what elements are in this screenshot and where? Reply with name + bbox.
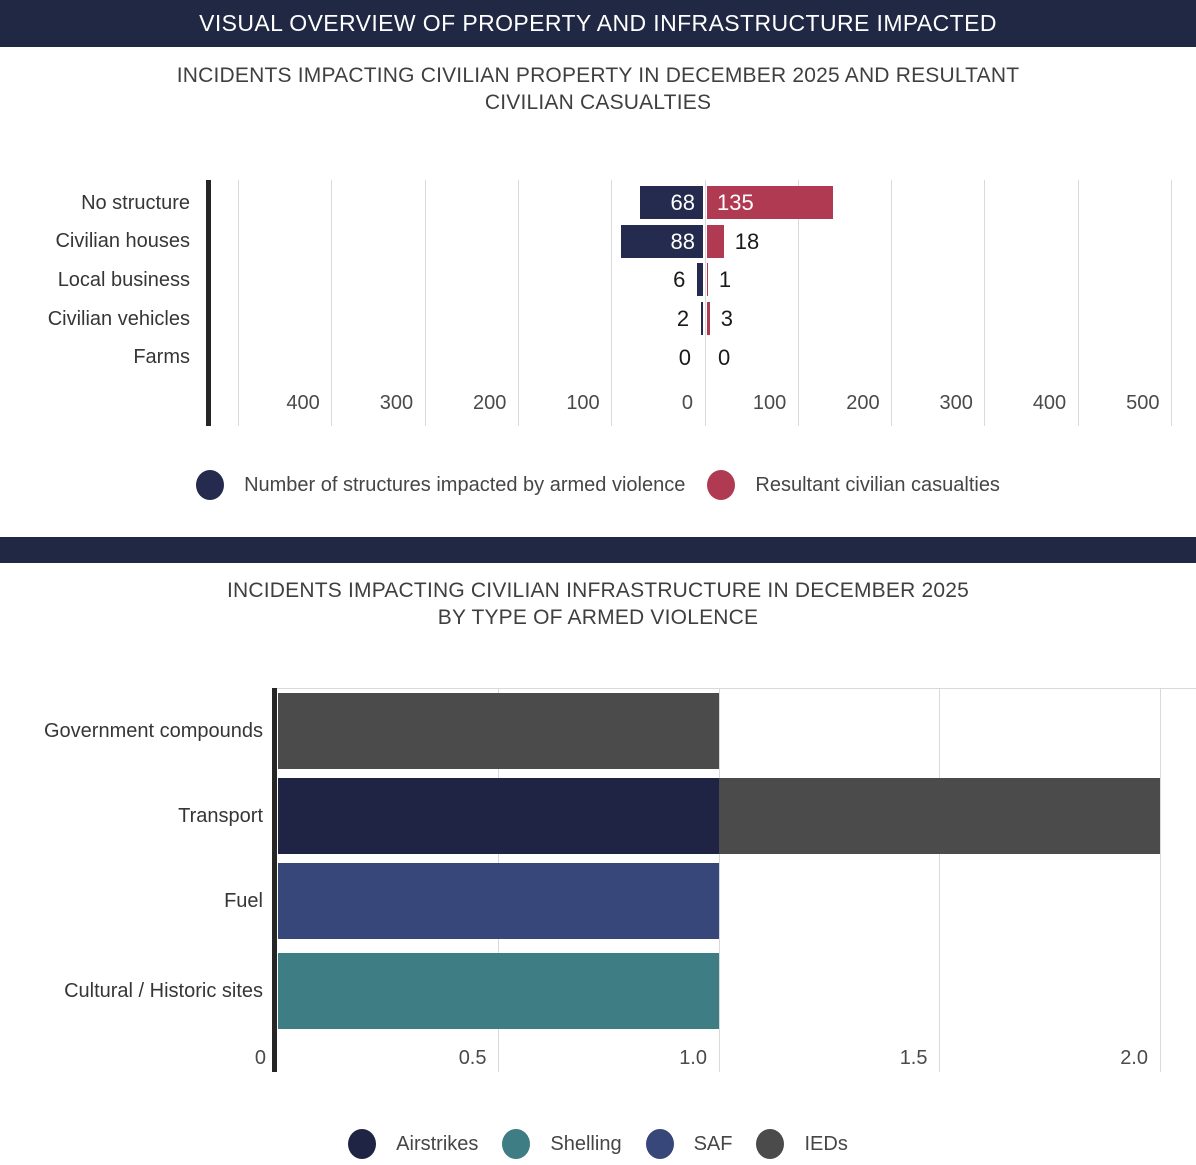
chart2-category-label-government-compounds: Government compounds xyxy=(43,720,263,742)
chart2-axis-line xyxy=(272,688,277,1072)
legend2-entry-saf xyxy=(646,1129,733,1159)
legend1-label-number-of-structures-impacted-by-armed-violence: Number of structures impacted by armed violence xyxy=(244,473,686,496)
chart2-tick-label: 0 xyxy=(254,1047,266,1069)
section-divider xyxy=(0,537,1196,563)
chart2-plot xyxy=(0,675,1196,1075)
chart1-category-label-farms: Farms xyxy=(133,346,190,369)
chart1-bar-number-of-structures-impacted-by-armed-violence xyxy=(697,263,703,296)
chart1-tick-label: 300 xyxy=(379,392,414,414)
chart1-tick-label: 300 xyxy=(939,392,973,414)
legend2-label-airstrikes: Airstrikes xyxy=(396,1132,479,1155)
legend2-swatch-shelling-icon xyxy=(502,1129,530,1159)
chart1-value-right: 135 xyxy=(717,190,754,215)
legend2-swatch-ieds-icon xyxy=(756,1129,784,1159)
chart1-tick-label: 100 xyxy=(752,392,787,414)
chart1-tick-label: 400 xyxy=(286,392,320,414)
chart2-title xyxy=(0,577,1196,631)
chart1-title-line1: INCIDENTS IMPACTING CIVILIAN PROPERTY IN DECEMBER 2025 AND RESULTANT xyxy=(176,64,1020,87)
chart2-category-label-cultural-historic-sites: Cultural / Historic sites xyxy=(64,980,263,1002)
chart1-tick-label: 0 xyxy=(681,392,693,414)
legend2-swatch-airstrikes-icon xyxy=(348,1129,376,1159)
chart2-tick-label: 1.0 xyxy=(679,1047,707,1069)
legend2-entry-ieds xyxy=(756,1129,847,1159)
chart2-bar-airstrikes xyxy=(278,778,719,854)
chart1-value-left: 2 xyxy=(676,306,690,332)
chart1-category-label-civilian-houses: Civilian houses xyxy=(55,230,190,253)
chart1-bar-resultant-civilian-casualties xyxy=(707,302,710,335)
chart1-value-left: 68 xyxy=(670,190,695,215)
chart1-tick-label: 200 xyxy=(473,392,507,414)
chart2-bar-ieds xyxy=(278,693,719,769)
chart1-title-line2: CIVILIAN CASUALTIES xyxy=(484,91,712,114)
chart1-tick-label: 500 xyxy=(1126,392,1160,414)
chart2-tick-label: 0.5 xyxy=(458,1047,487,1069)
chart1-category-label-civilian-vehicles: Civilian vehicles xyxy=(47,307,190,330)
chart1-bar-resultant-civilian-casualties xyxy=(707,225,724,258)
legend1-label-resultant-civilian-casualties: Resultant civilian casualties xyxy=(755,473,1000,496)
chart1-bar-number-of-structures-impacted-by-armed-violence xyxy=(701,302,703,335)
chart2-category-label-transport: Transport xyxy=(178,805,263,827)
chart2-gridline xyxy=(939,688,940,1072)
legend1-entry-number-of-structures-impacted-by-armed-violence xyxy=(196,470,685,500)
chart1-value-left: 6 xyxy=(673,267,686,293)
chart1-value-left: 0 xyxy=(678,344,691,370)
header-band xyxy=(0,0,1196,47)
legend1-entry-resultant-civilian-casualties xyxy=(707,470,1000,500)
chart2-bar-ieds xyxy=(719,778,1160,854)
legend1-swatch-resultant-civilian-casualties-icon xyxy=(707,470,735,500)
chart2-title-line1: INCIDENTS IMPACTING CIVILIAN INFRASTRUCTURE IN DECEMBER 2025 xyxy=(226,579,970,602)
chart1-tick-label: 100 xyxy=(566,392,600,414)
chart2-bar-shelling xyxy=(278,953,719,1029)
chart2-tick-label: 2.0 xyxy=(1120,1047,1148,1069)
chart1-plot xyxy=(0,178,1196,430)
chart1-bar-resultant-civilian-casualties xyxy=(707,263,708,296)
chart1-tick-label: 400 xyxy=(1032,392,1067,414)
legend2-label-saf: SAF xyxy=(693,1132,733,1155)
chart1-value-right: 18 xyxy=(734,228,760,254)
chart1-value-left: 88 xyxy=(670,228,695,254)
legend1-swatch-number-of-structures-impacted-by-armed-violence-icon xyxy=(196,470,224,500)
chart1-category-label-local-business: Local business xyxy=(57,268,190,291)
chart1-value-right: 0 xyxy=(718,344,731,370)
chart2-bar-saf xyxy=(278,863,719,939)
legend2-swatch-saf-icon xyxy=(646,1129,674,1159)
chart2-title-line2: BY TYPE OF ARMED VIOLENCE xyxy=(437,606,759,629)
chart2-gridline xyxy=(1160,688,1161,1072)
chart1-legend xyxy=(0,467,1196,503)
chart1-axis-line xyxy=(206,180,211,426)
chart2-legend xyxy=(0,1126,1196,1162)
legend2-entry-airstrikes xyxy=(348,1129,478,1159)
chart2-tick-label: 1.5 xyxy=(899,1047,928,1069)
chart1-title xyxy=(0,62,1196,116)
chart2-category-label-fuel: Fuel xyxy=(224,890,263,912)
legend2-label-ieds: IEDs xyxy=(804,1132,848,1155)
chart2-plot-top-border xyxy=(272,688,1196,689)
legend2-entry-shelling xyxy=(502,1129,621,1159)
chart1-gridline xyxy=(1171,180,1172,426)
chart1-value-right: 1 xyxy=(718,267,732,293)
header-title: VISUAL OVERVIEW OF PROPERTY AND INFRASTRUCTURE IMPACTED xyxy=(199,10,997,36)
legend2-label-shelling: Shelling xyxy=(550,1132,622,1155)
chart1-value-right: 3 xyxy=(720,306,734,332)
chart1-tick-label: 200 xyxy=(846,392,880,414)
chart1-category-label-no-structure: No structure xyxy=(81,191,190,214)
